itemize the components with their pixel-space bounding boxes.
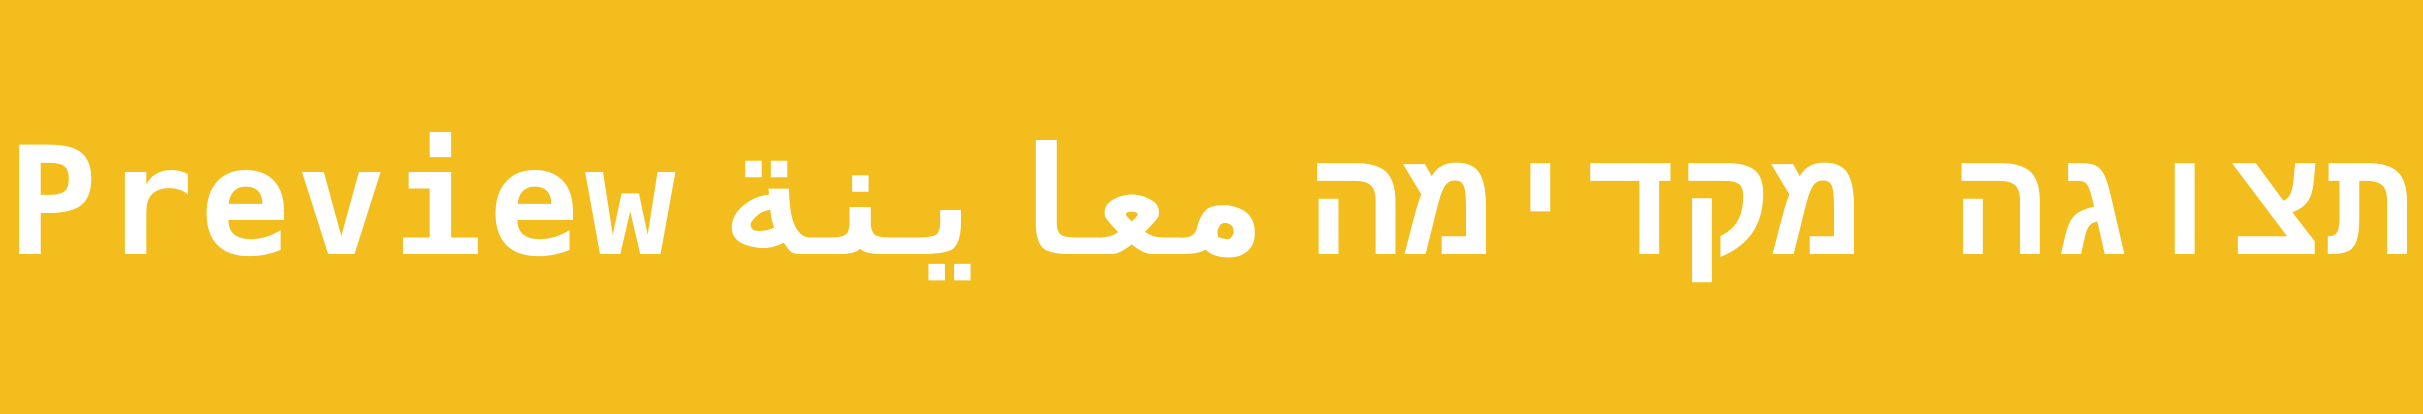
preview-label-hebrew: תצוגה מקדימה xyxy=(1311,116,2416,290)
preview-label-english: Preview xyxy=(7,116,682,290)
preview-label-arabic: معاينة xyxy=(725,116,1268,290)
